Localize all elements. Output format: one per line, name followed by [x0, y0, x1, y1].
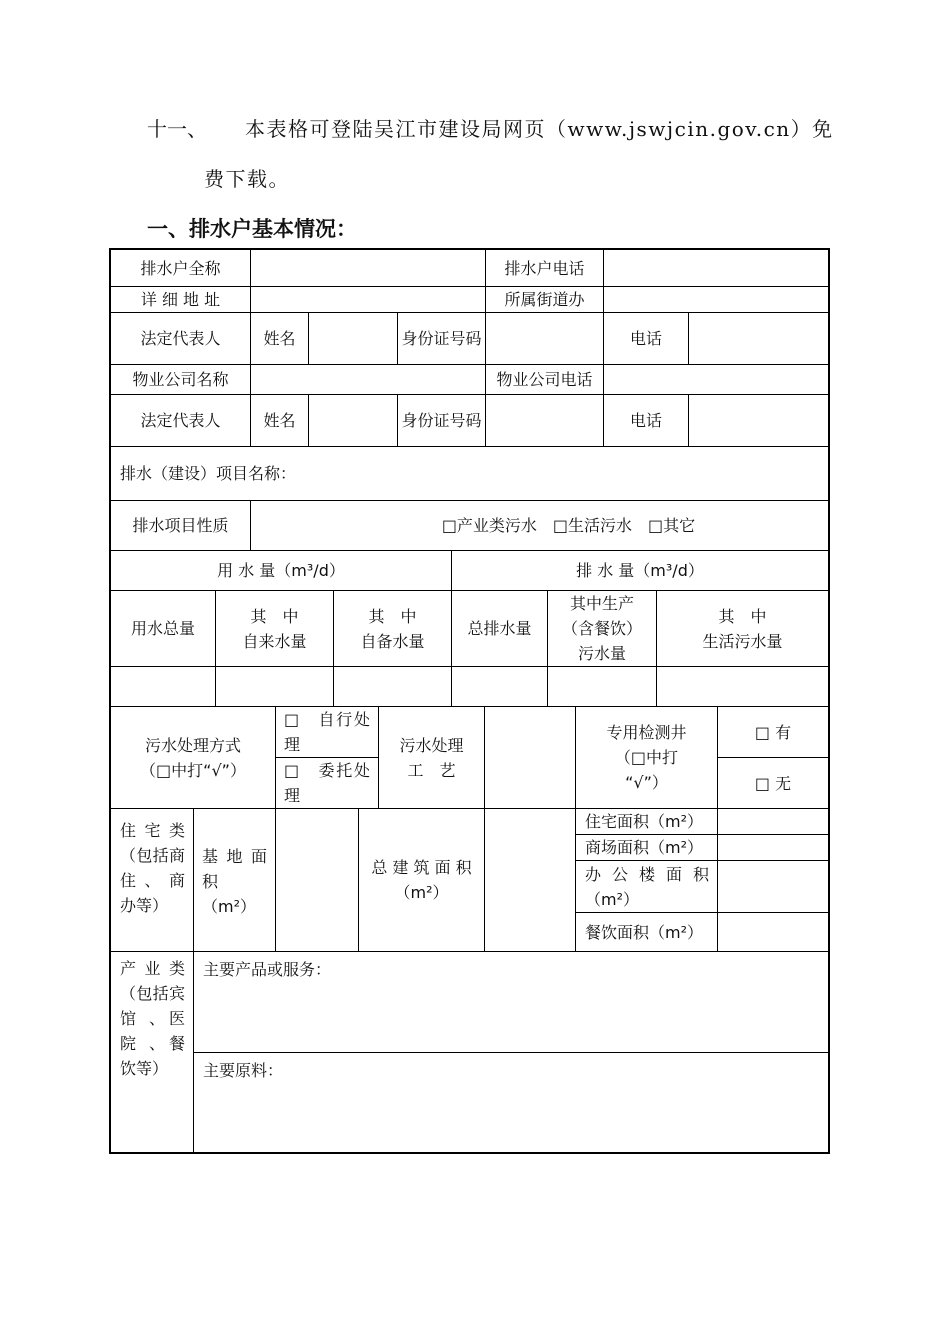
street-office-field[interactable]	[603, 286, 829, 313]
address-label: 详 细 地 址	[110, 286, 251, 313]
project-name-label: 排水（建设）项目名称：	[120, 464, 297, 483]
project-nature-label: 排水项目性质	[110, 500, 251, 551]
instruction-continuation: 费下载。	[204, 167, 290, 191]
self-treat-option[interactable]: □ 自行处理	[275, 706, 379, 758]
legal-rep-id-field[interactable]	[485, 312, 604, 365]
monitor-well-label: 专用检测井 （□中打 “√”）	[575, 706, 718, 809]
address-field[interactable]	[250, 286, 486, 313]
domestic-sewage-label: 其 中 生活污水量	[656, 590, 829, 667]
residential-label: 住 宅 类（包括商住、商 办等）	[110, 808, 194, 952]
drainer-phone-field[interactable]	[603, 249, 829, 287]
self-water-label: 其 中 自备水量	[333, 590, 452, 667]
instruction-text: 本表格可登陆吴江市建设局网页（www.jswjcin.gov.cn）免	[245, 117, 834, 141]
phone-label: 电话	[603, 312, 689, 365]
entrust-treat-option[interactable]: □ 委托处理	[275, 757, 379, 809]
total-use-field[interactable]	[110, 666, 216, 707]
drainer-phone-label: 排水户电话	[485, 249, 604, 287]
id-number-label: 身份证号码	[397, 312, 486, 365]
total-drain-label: 总排水量	[451, 590, 548, 667]
treatment-method-label: 污水处理方式 （□中打“√”）	[110, 706, 276, 809]
main-products-field[interactable]	[193, 951, 829, 1053]
dining-area-field[interactable]	[717, 912, 829, 952]
legal-rep-label-2: 法定代表人	[110, 394, 251, 447]
self-water-field[interactable]	[333, 666, 452, 707]
property-rep-id-field[interactable]	[485, 394, 604, 447]
legal-rep-phone-field[interactable]	[688, 312, 829, 365]
drainer-name-label: 排水户全称	[110, 249, 251, 287]
mall-area-label: 商场面积（m²）	[575, 834, 718, 861]
property-rep-phone-field[interactable]	[688, 394, 829, 447]
base-area-label: 基 地 面 积 （m²）	[193, 808, 276, 952]
total-floor-area-field[interactable]	[484, 808, 576, 952]
drainer-name-field[interactable]	[250, 249, 486, 287]
property-rep-name-field[interactable]	[308, 394, 398, 447]
legal-rep-name-field[interactable]	[308, 312, 398, 365]
main-materials-label: 主要原料：	[203, 1061, 284, 1080]
house-area-label: 住宅面积（m²）	[575, 808, 718, 835]
production-sewage-label: 其中生产 （含餐饮） 污水量	[547, 590, 657, 667]
item-number: 十一、	[147, 117, 207, 141]
total-use-label: 用水总量	[110, 590, 216, 667]
name-label-2: 姓名	[250, 394, 309, 447]
water-use-header: 用 水 量（m³/d）	[110, 550, 452, 591]
property-phone-field[interactable]	[603, 364, 829, 395]
domestic-sewage-field[interactable]	[656, 666, 829, 707]
industrial-label: 产 业 类（包括宾 馆 、医 院 、餐 饮等）	[110, 951, 194, 1154]
street-office-label: 所属街道办	[485, 286, 604, 313]
monitor-well-no-option[interactable]: □ 无	[717, 757, 829, 809]
house-area-field[interactable]	[717, 808, 829, 835]
legal-rep-label: 法定代表人	[110, 312, 251, 365]
project-nature-options[interactable]: □产业类污水 □生活污水 □其它	[250, 500, 829, 551]
production-sewage-field[interactable]	[547, 666, 657, 707]
main-products-label: 主要产品或服务：	[203, 960, 332, 979]
dining-area-label: 餐饮面积（m²）	[575, 912, 718, 952]
treatment-process-label: 污水处理 工 艺	[378, 706, 485, 809]
tap-water-label: 其 中 自来水量	[215, 590, 334, 667]
property-company-field[interactable]	[250, 364, 486, 395]
monitor-well-yes-option[interactable]: □ 有	[717, 706, 829, 758]
tap-water-field[interactable]	[215, 666, 334, 707]
instruction-line	[147, 113, 834, 142]
office-area-field[interactable]	[717, 860, 829, 913]
name-label: 姓名	[250, 312, 309, 365]
property-company-label: 物业公司名称	[110, 364, 251, 395]
drainage-header: 排 水 量（m³/d）	[451, 550, 829, 591]
treatment-process-field[interactable]	[484, 706, 576, 809]
section-heading: 一、排水户基本情况：	[147, 217, 357, 241]
project-name-field[interactable]	[110, 446, 829, 501]
office-area-label: 办 公 楼 面 积（m²）	[575, 860, 718, 913]
main-materials-field[interactable]	[193, 1052, 829, 1154]
base-area-field[interactable]	[275, 808, 359, 952]
total-drain-field[interactable]	[451, 666, 548, 707]
id-number-label-2: 身份证号码	[397, 394, 486, 447]
total-floor-area-label: 总 建 筑 面 积 （m²）	[358, 808, 485, 952]
phone-label-2: 电话	[603, 394, 689, 447]
property-phone-label: 物业公司电话	[485, 364, 604, 395]
mall-area-field[interactable]	[717, 834, 829, 861]
